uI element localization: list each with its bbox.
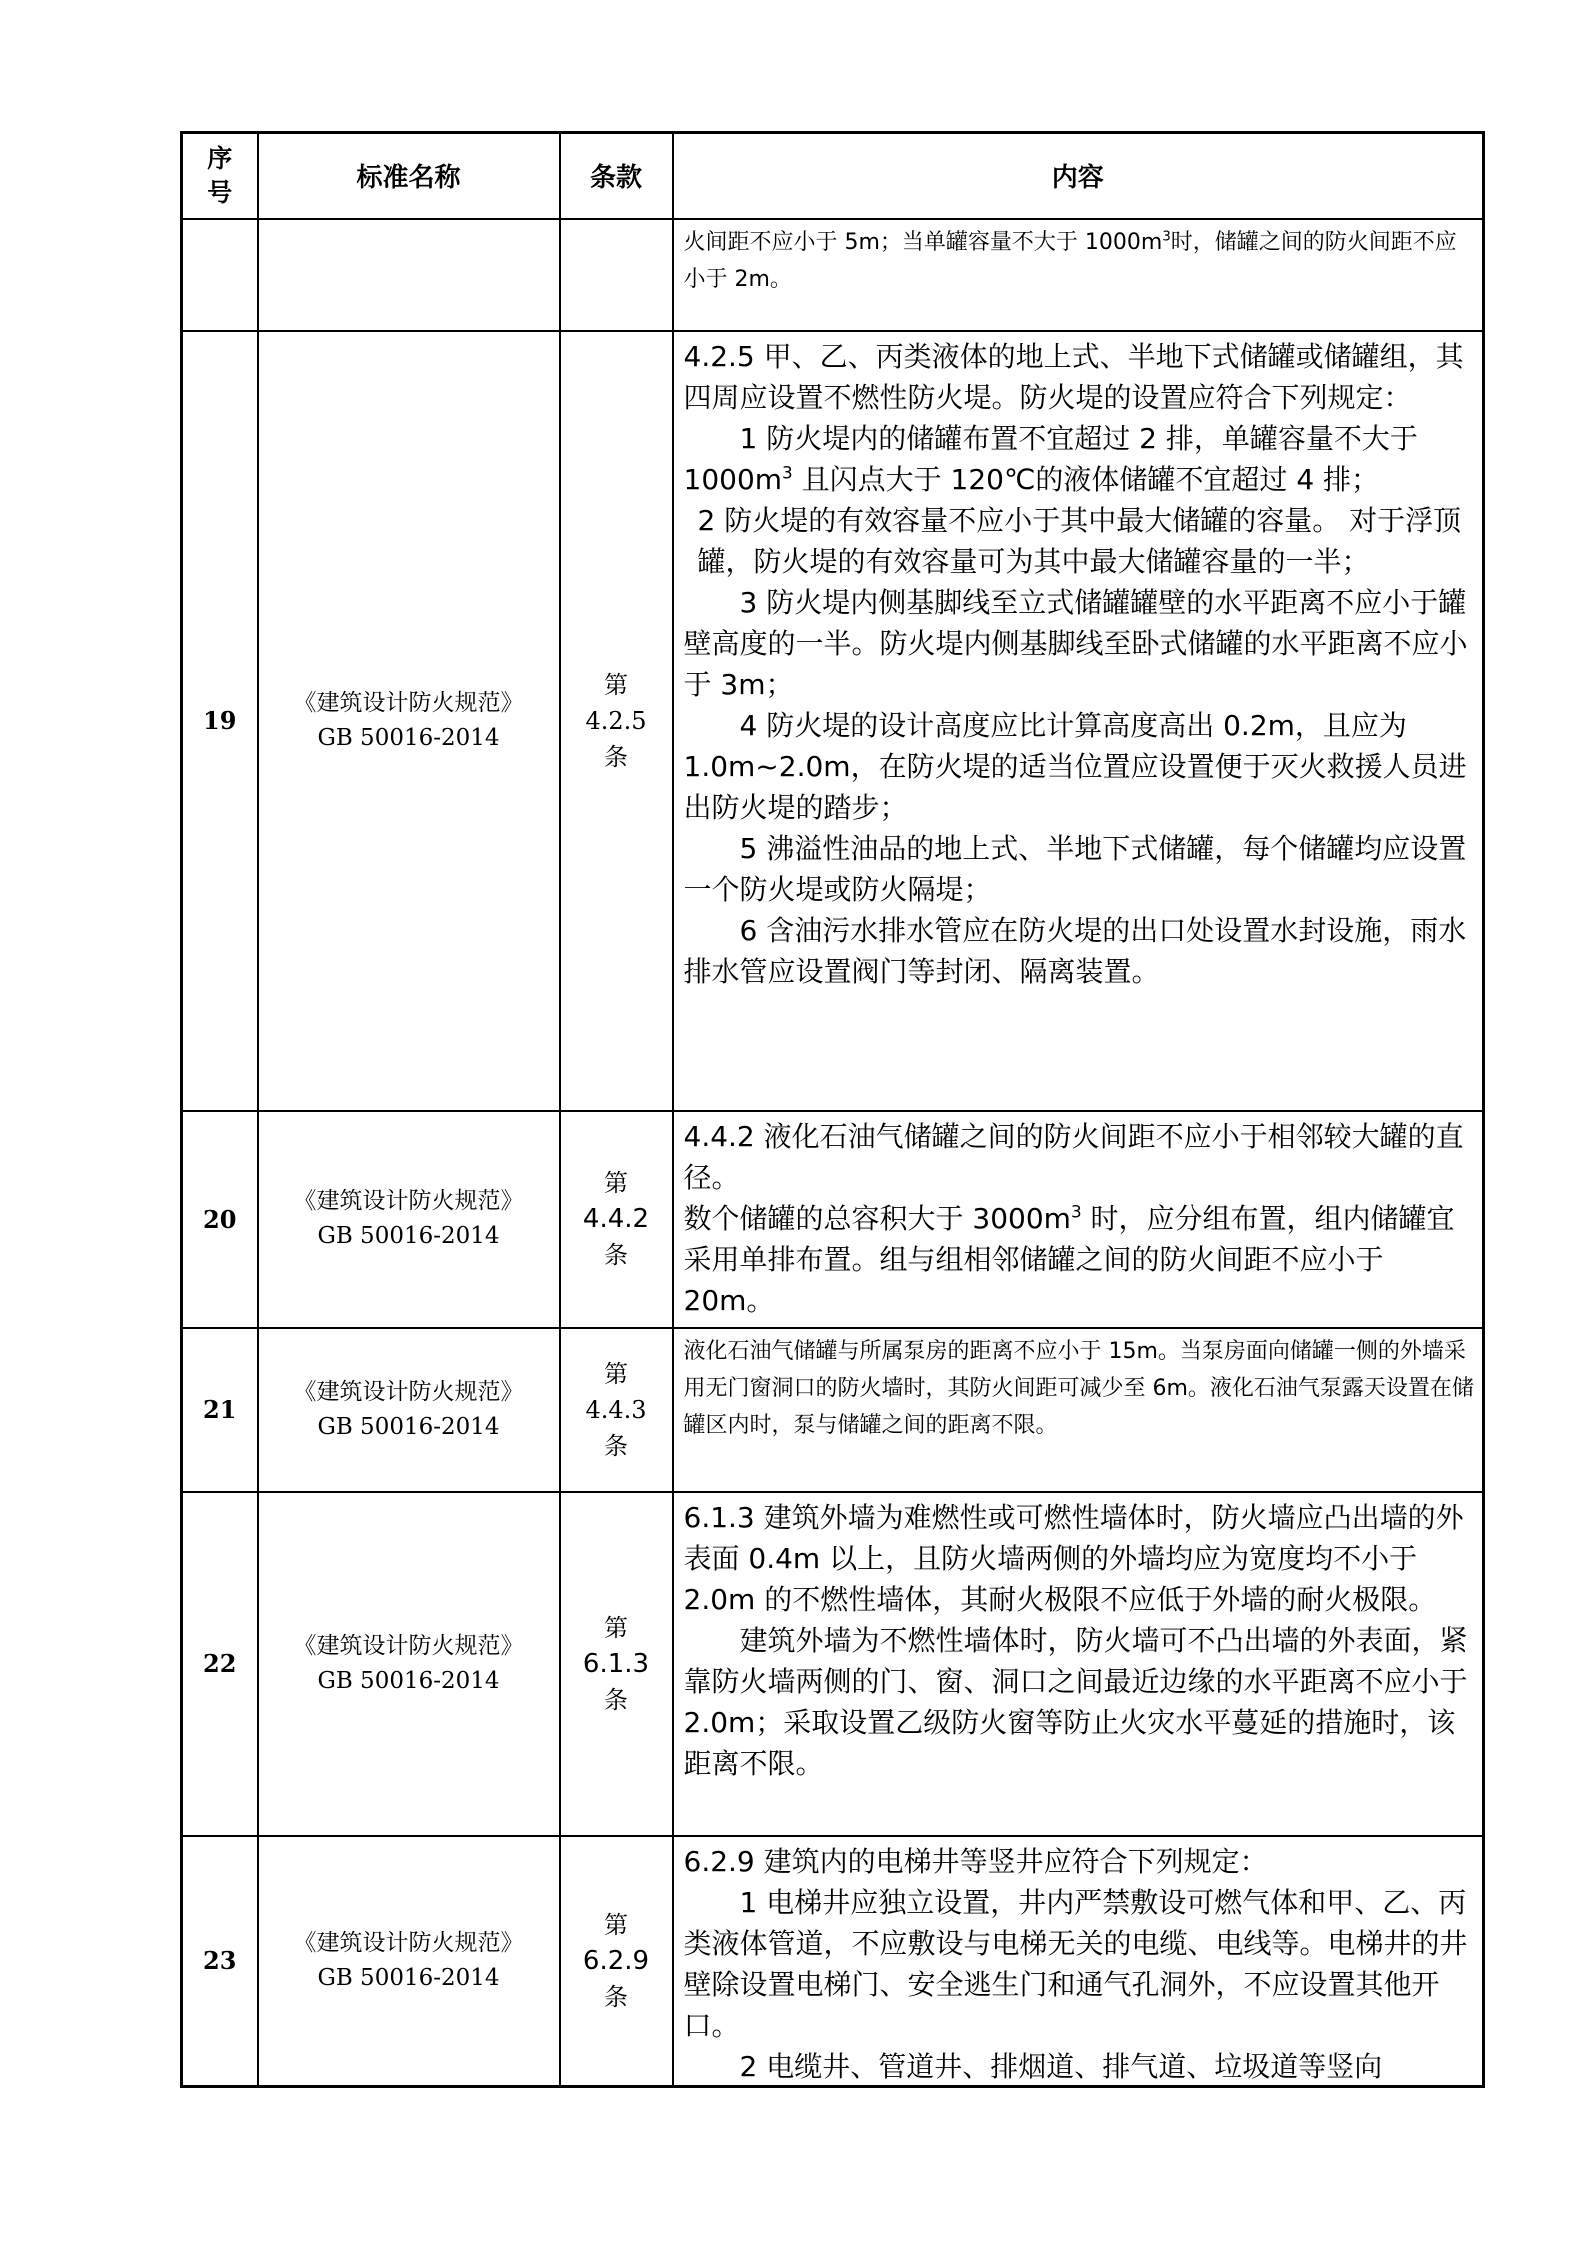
- clause-suffix: 条: [604, 742, 628, 771]
- content-paragraph: 4.4.2 液化石油气储罐之间的防火间距不应小于相邻较大罐的直径。: [683, 1119, 1464, 1194]
- standard-code: GB 50016-2014: [317, 1667, 500, 1694]
- clause-number: 4.4.2: [582, 1204, 650, 1234]
- row-no: 21: [182, 1328, 258, 1492]
- row-clause: [560, 1492, 673, 1836]
- standard-title: 《建筑设计防火规范》: [293, 689, 524, 716]
- specification-table: [180, 131, 1485, 2088]
- row-no: [182, 219, 258, 331]
- row-content: [673, 1328, 1484, 1492]
- row-clause: [560, 1328, 673, 1492]
- table-row: [182, 1111, 1484, 1328]
- row-content: [673, 1836, 1484, 2087]
- clause-prefix: 第: [604, 1169, 628, 1197]
- table-row: [182, 1328, 1484, 1492]
- clause-number: 4.4.3: [585, 1395, 647, 1424]
- content-paragraph: 2 电缆井、管道井、排烟道、排气道、垃圾道等竖向: [739, 2049, 1383, 2081]
- clause-number: 4.2.5: [585, 706, 647, 735]
- header-standard: 标准名称: [258, 133, 560, 219]
- standard-title: 《建筑设计防火规范》: [293, 1929, 524, 1956]
- header-clause: 条款: [560, 133, 673, 219]
- row-standard: [258, 1492, 560, 1836]
- header-no: [182, 133, 258, 219]
- table-row: [182, 331, 1484, 1111]
- content-paragraph: 6.1.3 建筑外墙为难燃性或可燃性墙体时，防火墙应凸出墙的外表面 0.4m 以上，且防火墙两侧的外墙均应为宽度均不小于 2.0m 的不燃性墙体，其耐火极限不应低于外墙的耐火极限。: [683, 1500, 1464, 1616]
- row-clause: [560, 1836, 673, 2087]
- content-paragraph: 1 电梯井应独立设置，井内严禁敷设可燃气体和甲、乙、丙类液体管道，不应敷设与电梯无关的电缆、电线等。电梯井的井壁除设置电梯门、安全逃生门和通气孔洞外，不应设置其他开口。: [683, 1885, 1468, 2042]
- clause-prefix: 第: [604, 1910, 628, 1939]
- content-paragraph: 4 防火堤的设计高度应比计算高度高出 0.2m，且应为 1.0m~2.0m，在防火堤的适当位置应设置便于灭火救援人员进出防火堤的踏步；: [683, 708, 1467, 824]
- row-clause: [560, 331, 673, 1111]
- content-paragraph: 2 防火堤的有效容量不应小于其中最大储罐的容量。 对于浮顶罐，防火堤的有效容量可为其中最大储罐容量的一半；: [697, 503, 1462, 578]
- content-paragraph: 4.2.5 甲、乙、丙类液体的地上式、半地下式储罐或储罐组，其四周应设置不燃性防火堤。防火堤的设置应符合下列规定：: [683, 339, 1464, 414]
- content-paragraph: 6.2.9 建筑内的电梯井等竖井应符合下列规定：: [683, 1844, 1268, 1878]
- content-paragraph: 数个储罐的总容积大于 $3000m^3$ 时，应分组布置，组内储罐宜采用单排布置。组与组相邻储罐之间的防火间距不应小于 20m。: [683, 1201, 1455, 1317]
- header-no-line2: 号: [207, 177, 233, 207]
- clause-suffix: 条: [604, 1241, 628, 1269]
- standard-code: GB 50016-2014: [317, 1413, 500, 1440]
- clause-prefix: 第: [604, 1359, 628, 1388]
- table-row: [182, 1492, 1484, 1836]
- standard-code: GB 50016-2014: [317, 724, 500, 751]
- row-standard: [258, 219, 560, 331]
- row-standard: [258, 1836, 560, 2087]
- clause-suffix: 条: [604, 1685, 628, 1714]
- clause-prefix: 第: [604, 670, 628, 699]
- row-no: 22: [182, 1492, 258, 1836]
- row-standard: [258, 1328, 560, 1492]
- row-clause: [560, 1111, 673, 1328]
- standard-code: GB 50016-2014: [317, 1964, 500, 1991]
- header-content: 内容: [673, 133, 1484, 219]
- standard-title: 《建筑设计防火规范》: [293, 1632, 524, 1659]
- content-paragraph: 火间距不应小于 5m；当单罐容量不大于 $1000m^3$时，储罐之间的防火间距不应小于 2m。: [683, 229, 1457, 292]
- row-standard: [258, 1111, 560, 1328]
- standard-title: 《建筑设计防火规范》: [293, 1188, 524, 1214]
- row-no: 23: [182, 1836, 258, 2087]
- clause-suffix: 条: [604, 1431, 628, 1460]
- standard-title: 《建筑设计防火规范》: [293, 1378, 524, 1405]
- table-row: [182, 219, 1484, 331]
- clause-suffix: 条: [604, 1982, 628, 2011]
- content-paragraph: 3 防火堤内侧基脚线至立式储罐罐壁的水平距离不应小于罐壁高度的一半。防火堤内侧基脚线至卧式储罐的水平距离不应小于 3m；: [683, 585, 1468, 701]
- content-paragraph: 液化石油气储罐与所属泵房的距离不应小于 15m。当泵房面向储罐一侧的外墙采用无门窗洞口的防火墙时，其防火间距可减少至 6m。液化石油气泵露天设置在储罐区内时，泵与储罐之间的距离不限。: [683, 1338, 1474, 1438]
- content-paragraph: 1 防火堤内的储罐布置不宜超过 2 排，单罐容量不大于 $1000m^3$ 且闪点大于 120℃的液体储罐不宜超过 4 排；: [683, 421, 1418, 496]
- row-clause: [560, 219, 673, 331]
- content-paragraph: 6 含油污水排水管应在防火堤的出口处设置水封设施，雨水排水管应设置阀门等封闭、隔离装置。: [683, 913, 1467, 988]
- clause-number: 6.2.9: [582, 1945, 650, 1976]
- row-content: [673, 1111, 1484, 1328]
- clause-prefix: 第: [604, 1613, 628, 1642]
- clause-number: 6.1.3: [582, 1648, 650, 1679]
- content-paragraph: 建筑外墙为不燃性墙体时，防火墙可不凸出墙的外表面，紧靠防火墙两侧的门、窗、洞口之间最近边缘的水平距离不应小于 2.0m；采取设置乙级防火窗等防止火灾水平蔓延的措施时，该距离不限。: [683, 1623, 1468, 1780]
- header-no-line1: 序: [207, 143, 233, 173]
- content-clip: [684, 1841, 1477, 2081]
- table-row: [182, 1836, 1484, 2087]
- row-no: 20: [182, 1111, 258, 1328]
- content-paragraph: 5 沸溢性油品的地上式、半地下式储罐，每个储罐均应设置一个防火堤或防火隔堤；: [683, 831, 1467, 906]
- row-standard: [258, 331, 560, 1111]
- row-no: 19: [182, 331, 258, 1111]
- header-row: [182, 133, 1484, 219]
- row-content: [673, 219, 1484, 331]
- row-content: [673, 331, 1484, 1111]
- row-content: [673, 1492, 1484, 1836]
- standard-code: GB 50016-2014: [317, 1223, 500, 1249]
